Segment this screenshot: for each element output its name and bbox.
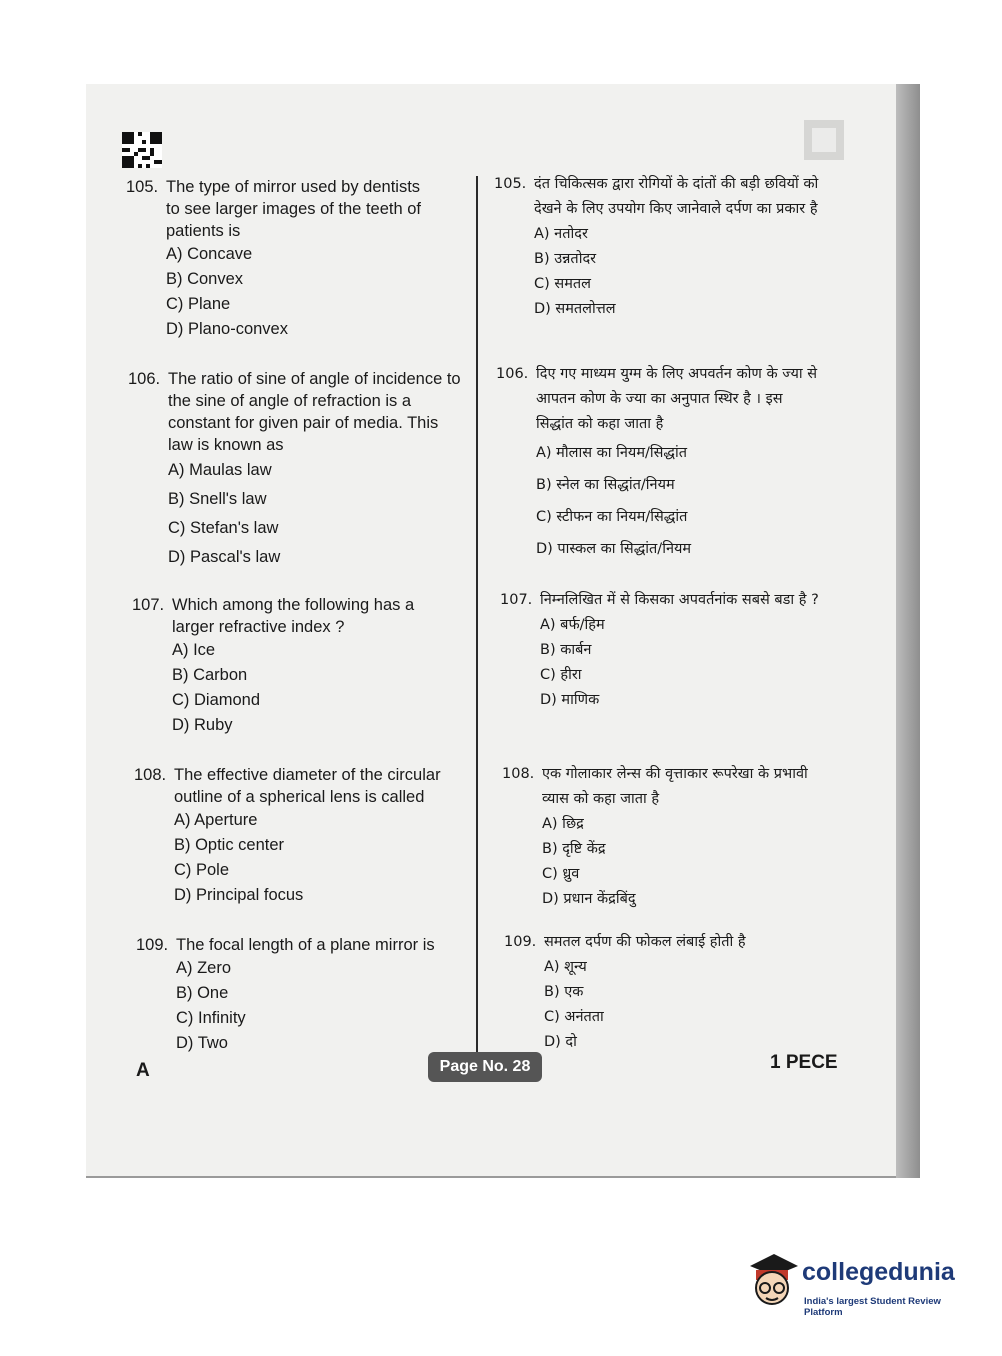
question-text: समतल दर्पण की फोकल लंबाई होती है: [544, 934, 746, 950]
collegedunia-logo: [744, 1250, 974, 1320]
option-b: B) Convex: [166, 270, 244, 288]
option-b: B) Carbon: [172, 666, 248, 684]
option-d: D) समतलोत्तल: [534, 301, 616, 317]
option-b: B) दृष्टि केंद्र: [542, 841, 606, 857]
question-text: दिए गए माध्यम युग्म के लिए अपवर्तन कोण के ज्या से आपतन कोण के ज्या का अनुपात स्थिर है । इस सिद्धांत को कहा जाता है: [536, 366, 818, 432]
option-c: C) Stefan's law: [168, 519, 279, 537]
question-number: 108.: [134, 766, 167, 784]
series-label: A: [136, 1060, 150, 1081]
option-d: D) Principal focus: [174, 886, 304, 904]
question-text: The ratio of sine of angle of incidence to the sine of angle of refraction is a constant for given pair of media. This law is known as: [168, 370, 461, 454]
option-d: D) Pascal's law: [168, 548, 281, 566]
question-106-hindi: [496, 362, 822, 565]
question-text: निम्नलिखित में से किसका अपवर्तनांक सबसे बडा है ?: [540, 592, 819, 608]
option-c: C) समतल: [534, 276, 591, 292]
question-106-english: [128, 368, 464, 572]
question-text: दंत चिकित्सक द्वारा रोगियों के दांतों की बड़ी छवियों को देखने के लिए उपयोग किए जानेवाले दर्पण का प्रकार है: [534, 176, 819, 217]
option-c: C) Plane: [166, 295, 231, 313]
column-divider: [476, 176, 478, 1052]
option-b: B) One: [176, 984, 229, 1002]
question-text: The focal length of a plane mirror is: [176, 936, 435, 954]
option-d: D) Ruby: [172, 716, 233, 734]
page-number-badge: Page No. 28: [428, 1052, 542, 1082]
question-text: The type of mirror used by dentists to see larger images of the teeth of patients is: [166, 178, 421, 240]
option-a: A) Zero: [176, 959, 232, 977]
option-d: D) प्रधान केंद्रबिंदु: [542, 891, 636, 907]
option-b: B) स्नेल का सिद्धांत/नियम: [536, 477, 675, 493]
paper-code: 1 PECE: [770, 1052, 838, 1073]
question-number: 107.: [500, 592, 533, 608]
question-105-hindi: [494, 172, 820, 322]
option-d: D) Two: [176, 1034, 228, 1052]
option-c: C) Pole: [174, 861, 230, 879]
mascot-icon: [744, 1250, 800, 1310]
question-number: 108.: [502, 766, 535, 782]
question-109-english: [136, 934, 466, 1056]
qr-code-icon: [122, 132, 162, 168]
option-c: C) ध्रुव: [542, 866, 580, 882]
question-number: 109.: [136, 936, 169, 954]
option-d: D) पास्कल का सिद्धांत/नियम: [536, 541, 692, 557]
option-d: D) Plano-convex: [166, 320, 288, 338]
brand-name: collegedunia: [802, 1258, 955, 1286]
question-number: 109.: [504, 934, 537, 950]
option-d: D) माणिक: [540, 692, 600, 708]
faint-qr-code-icon: [804, 120, 844, 160]
option-c: C) अनंतता: [544, 1009, 604, 1025]
option-a: A) Aperture: [174, 811, 258, 829]
question-number: 107.: [132, 596, 165, 614]
option-c: C) Infinity: [176, 1009, 246, 1027]
brand-tagline: India's largest Student Review Platform: [804, 1296, 941, 1318]
question-text: एक गोलाकार लेन्स की वृत्ताकार रूपरेखा के प्रभावी व्यास को कहा जाता है: [542, 766, 808, 807]
question-107-hindi: [500, 588, 820, 713]
question-text: Which among the following has a larger refractive index ?: [172, 596, 415, 636]
option-a: A) शून्य: [544, 959, 587, 975]
question-number: 105.: [494, 176, 527, 192]
question-107-english: [132, 594, 444, 738]
question-108-english: [134, 764, 464, 908]
option-a: A) Maulas law: [168, 461, 272, 479]
option-a: A) Concave: [166, 245, 253, 263]
question-number: 105.: [126, 178, 159, 196]
question-109-hindi: [504, 930, 824, 1055]
option-d: D) दो: [544, 1034, 577, 1050]
sheet-edge-shadow: [896, 84, 920, 1178]
option-b: B) कार्बन: [540, 642, 592, 658]
option-a: A) नतोदर: [534, 226, 588, 242]
question-108-hindi: [502, 762, 832, 912]
option-a: A) बर्फ/हिम: [540, 617, 605, 633]
option-b: B) Snell's law: [168, 490, 267, 508]
option-a: A) Ice: [172, 641, 216, 659]
option-c: C) स्टीफन का नियम/सिद्धांत: [536, 509, 688, 525]
question-text: The effective diameter of the circular outline of a spherical lens is called: [174, 766, 441, 806]
question-number: 106.: [496, 366, 529, 382]
option-b: B) उन्नतोदर: [534, 251, 597, 267]
option-c: C) हीरा: [540, 667, 582, 683]
question-number: 106.: [128, 370, 161, 388]
question-105-english: [126, 176, 438, 342]
option-b: B) एक: [544, 984, 584, 1000]
option-a: A) छिद्र: [542, 816, 584, 832]
option-b: B) Optic center: [174, 836, 285, 854]
option-a: A) मौलास का नियम/सिद्धांत: [536, 445, 688, 461]
option-c: C) Diamond: [172, 691, 261, 709]
